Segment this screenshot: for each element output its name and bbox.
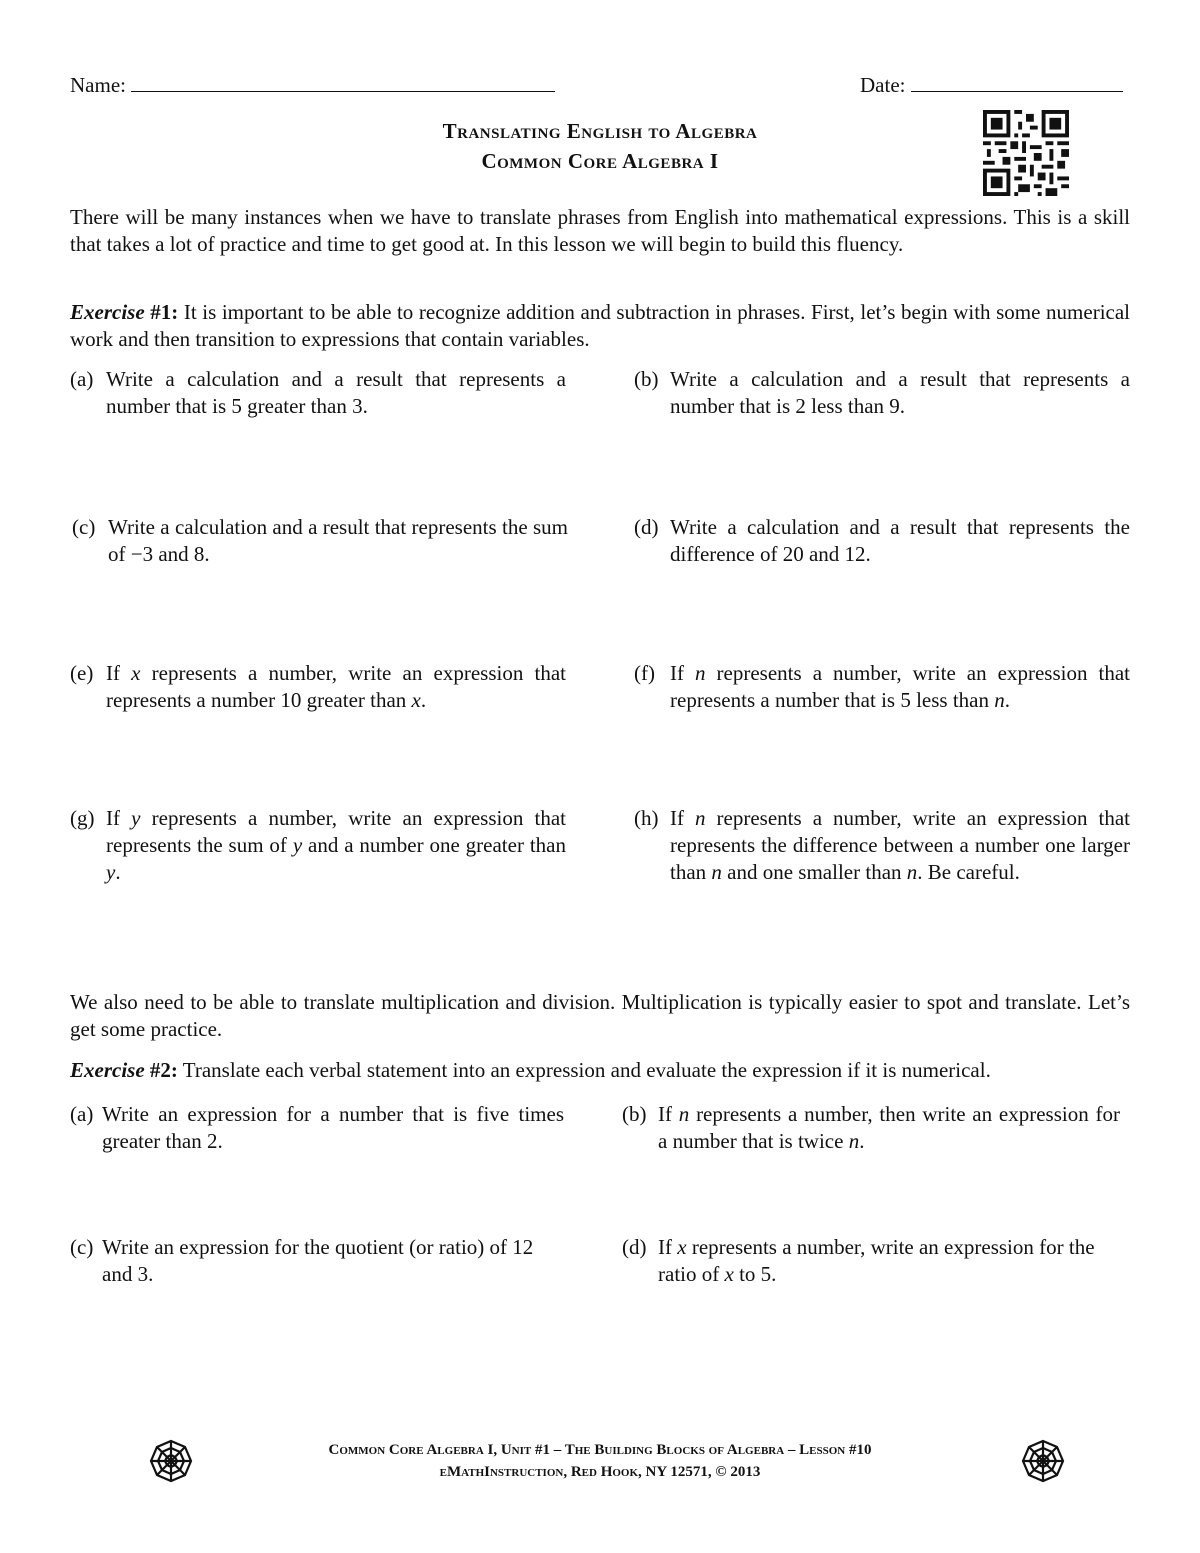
name-blank-line [131,73,555,92]
title-line-2: Common Core Algebra I [481,149,719,173]
exercise-1-part-f: (f) If n represents a number, write an expression that represents a number that is 5 less than n. [634,661,1130,712]
date-field [860,72,1123,99]
name-label: Name: [70,73,126,97]
page-footer [220,1439,980,1483]
intro-paragraph: There will be many instances when we have to translate phrases from English into mathematical expressions. This is a skill that takes a lot of practice and time to get good at. In this lesson we will begin to build this fluency. [70,205,1130,256]
exercise-2-part-c: (c) Write an expression for the quotient (or ratio) of 12 and 3. [70,1235,534,1286]
exercise-2-part-d: (d) If x represents a number, write an expression for the ratio of x to 5. [622,1235,1095,1286]
exercise-1-part-g: (g) If y represents a number, write an expression that represents the sum of y and a number one greater than y. [70,806,566,884]
worksheet-title [300,116,900,176]
exercise-1-part-c: (c) Write a calculation and a result that represents the sum of −3 and 8. [72,515,568,566]
exercise-1-part-a: (a) Write a calculation and a result that represents a number that is 5 greater than 3. [70,367,566,418]
emath-logo-left-icon [148,1438,194,1484]
exercise-1-part-e: (e) If x represents a number, write an expression that represents a number 10 greater than x. [70,661,566,712]
date-label: Date: [860,73,906,97]
qr-code-icon [982,110,1070,196]
exercise-2-prompt [70,1057,1130,1084]
exercise-1-text: It is important to be able to recognize addition and subtraction in phrases. First, let’s begin with some numerical work and then transition to expressions that contain variables. [70,300,1131,351]
exercise-1-prompt [70,299,1130,353]
exercise-1-part-h: (h) If n represents a number, write an expression that represents the difference between a number one larger than n and one smaller than n. Be careful. [634,806,1130,884]
emath-logo-right-icon [1020,1438,1066,1484]
exercise-2-label: Exercise #2: [70,1058,178,1082]
exercise-2-text: Translate each verbal statement into an expression and evaluate the expression if it is numerical. [182,1058,991,1082]
title-line-1: Translating English to Algebra [442,119,758,143]
footer-line-2: eMathInstruction, Red Hook, NY 12571, © 2013 [439,1464,761,1480]
footer-line-1: Common Core Algebra I, Unit #1 – The Building Blocks of Algebra – Lesson #10 [328,1442,872,1458]
exercise-1-label: Exercise #1: [70,300,179,324]
exercise-1-part-b: (b) Write a calculation and a result that represents a number that is 2 less than 9. [634,367,1130,418]
name-field [70,72,555,99]
exercise-2-part-b: (b) If n represents a number, then write an expression for a number that is twice n. [622,1102,1120,1153]
date-blank-line [911,73,1123,92]
exercise-2-part-a: (a) Write an expression for a number that is five times greater than 2. [70,1102,564,1153]
transition-paragraph: We also need to be able to translate multiplication and division. Multiplication is typically easier to spot and translate. Let’s get some practice. [70,990,1130,1041]
exercise-1-part-d: (d) Write a calculation and a result that represents the difference of 20 and 12. [634,515,1130,566]
